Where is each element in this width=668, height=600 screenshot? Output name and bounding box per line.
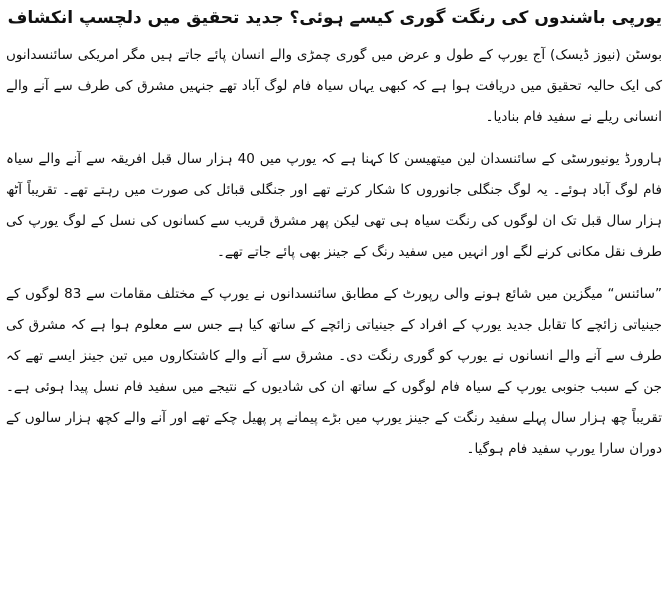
article-paragraph-3: ”سائنس“ میگزین میں شائع ہونے والی رپورٹ کے مطابق سائنسدانوں نے یورپ کے مختلف مقامات سے 83 لوگوں کے جینیاتی زائچے کا تقابل جدید یورپ کے افراد کے جینیاتی زائچے کے ساتھ کیا ہے جس سے معلوم ہوا ہے کہ مشرق کی طرف سے آنے والے انسانوں نے یورپ کو گوری رنگت دی۔ مشرق سے آنے والے کاشتکاروں میں تین جینز ایسے تھے کہ جن کے سبب جنوبی یورپ کے سیاہ فام لوگوں کے ساتھ ان کی شادیوں کے نتیجے میں سفید فام نسل پیدا ہوئی ہے۔ تقریباً چھ ہزار سال پہلے سفید رنگت کے جینز یورپ میں بڑے پیمانے پر پھیل چکے تھے اور آنے والے کچھ ہزار سالوں کے دوران سارا یورپ سفید فام ہوگیا۔: [6, 286, 662, 457]
article-paragraph-1: بوسٹن (نیوز ڈیسک) آج یورپ کے طول و عرض میں گوری چمڑی والے انسان پائے جاتے ہیں مگر امریکی سائنسدانوں کی ایک حالیہ تحقیق میں دریافت ہوا ہے کہ کبھی یہاں سیاہ فام لوگ آباد تھے جنہیں مشرق کی طرف سے آنے والے انسانی ریلے نے سفید فام بنادیا۔: [6, 47, 662, 125]
article-paragraph-2: ہارورڈ یونیورسٹی کے سائنسدان لین میتھیسن کا کہنا ہے کہ یورپ میں 40 ہزار سال قبل افریقہ سے آنے والے سیاہ فام لوگ آباد ہوئے۔ یہ لوگ جنگلی جانوروں کا شکار کرتے تھے اور جنگلی قبائل کی صورت میں رہتے تھے۔ تقریباً آٹھ ہزار سال قبل تک ان لوگوں کی رنگت سیاہ ہی تھی لیکن پھر مشرق قریب سے کسانوں کی نسل کے لوگ یورپ کی طرف نقل مکانی کرنے لگے اور انہیں میں سفید رنگ کے جینز بھی پائے جاتے تھے۔: [6, 151, 663, 260]
article-headline: یورپی باشندوں کی رنگت گوری کیسے ہوئی؟ جدید تحقیق میں دلچسپ انکشاف: [7, 8, 662, 28]
